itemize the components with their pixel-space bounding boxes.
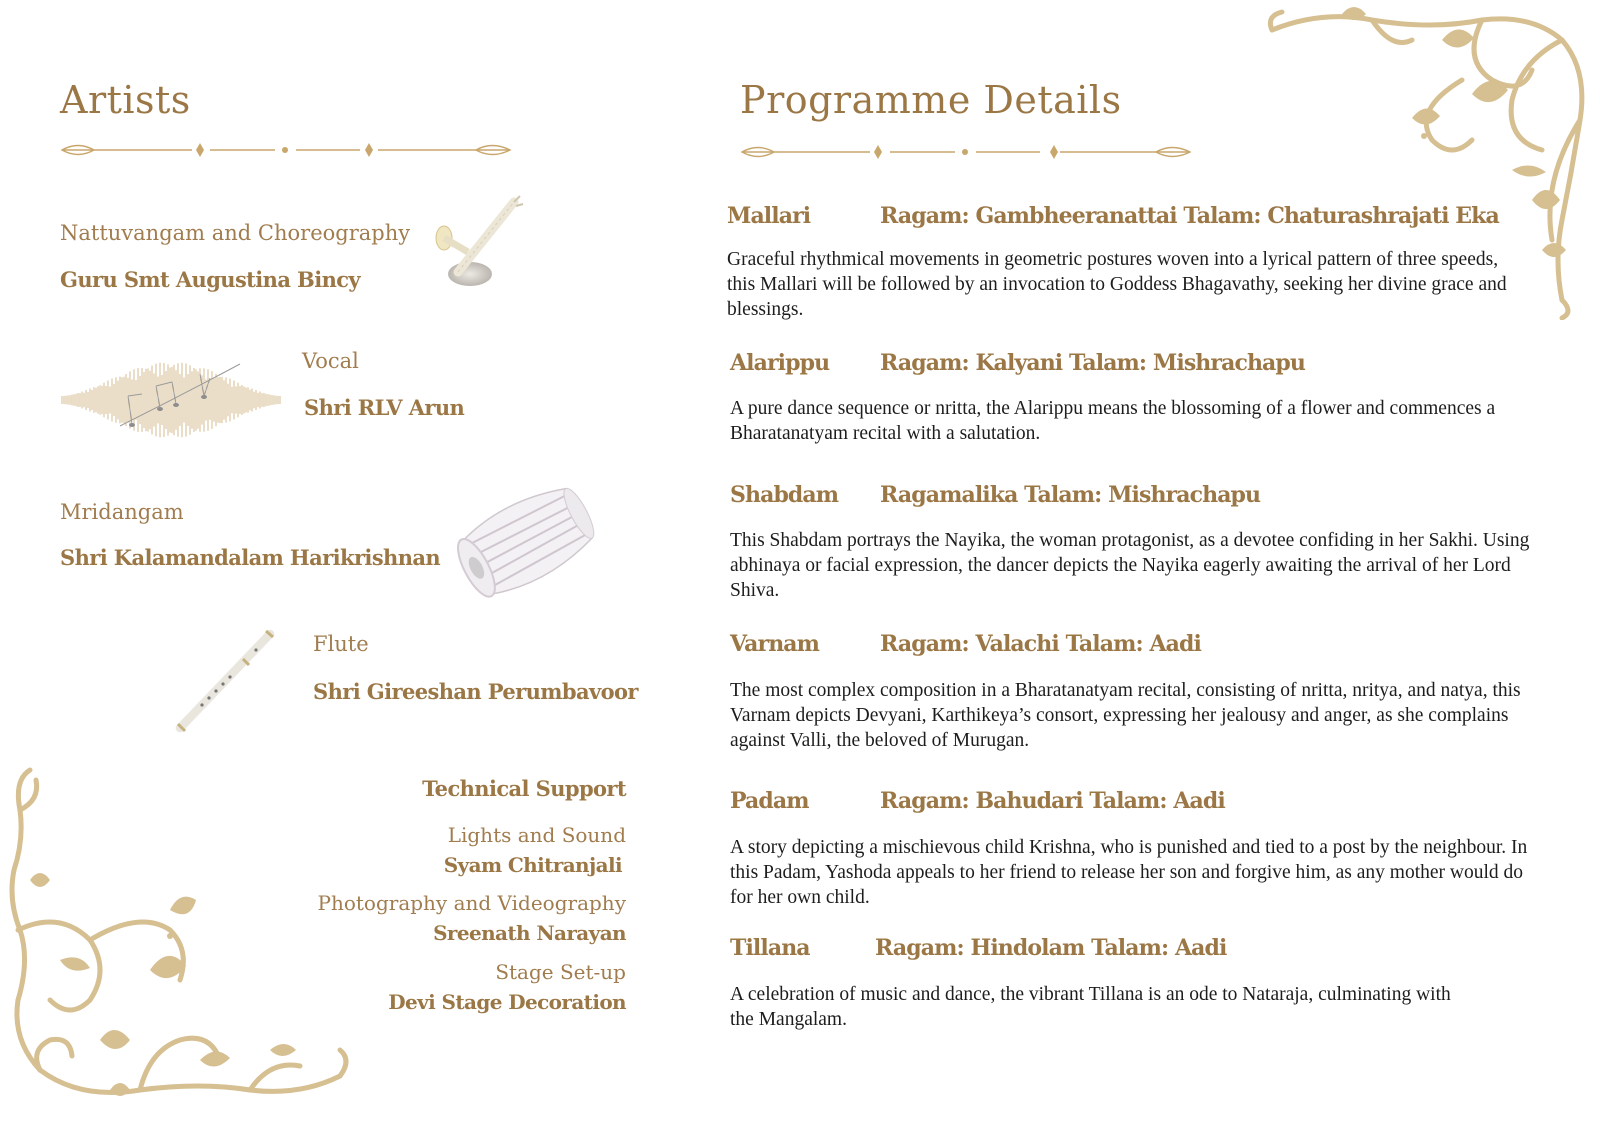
ornamental-divider-icon — [60, 140, 512, 160]
programme-item-meta: Ragam: Hindolam Talam: Aadi — [875, 935, 1227, 961]
tech-role-lights: Lights and Sound — [447, 823, 626, 847]
artists-heading: Artists — [60, 78, 191, 122]
programme-heading: Programme Details — [740, 78, 1122, 122]
tech-role-photography: Photography and Videography — [317, 891, 626, 915]
tech-role-stage: Stage Set-up — [495, 960, 626, 984]
programme-item-description: A celebration of music and dance, the vibrant Tillana is an ode to Nataraja, culminating with the Mangalam. — [730, 984, 1451, 1030]
artist-role-mridangam: Mridangam — [60, 500, 184, 524]
programme-item-description: A pure dance sequence or nritta, the Alarippu means the blossoming of a flower and commences a Bharatanatyam recital with a salutation. — [730, 398, 1496, 444]
programme-item-title: Mallari — [727, 203, 811, 229]
artist-role-vocal: Vocal — [302, 349, 359, 373]
technical-support-heading: Technical Support — [422, 776, 626, 801]
programme-item-title: Varnam — [730, 631, 820, 657]
programme-item-description: A story depicting a mischievous child Krishna, who is punished and tied to a post by the neighbour. In this Padam, Yashoda appeals to her friend to release her son and forgive him, as any mother would do for her own child. — [730, 837, 1528, 908]
artist-name-arun: Shri RLV Arun — [304, 395, 465, 420]
artist-role-nattuvangam: Nattuvangam and Choreography — [60, 221, 411, 245]
ornamental-divider-icon — [740, 142, 1192, 162]
programme-item-meta: Ragam: Kalyani Talam: Mishrachapu — [880, 350, 1305, 376]
floral-corner-ornament-icon — [1262, 0, 1600, 320]
programme-item-title: Alarippu — [730, 350, 830, 376]
programme-item-title: Shabdam — [730, 482, 839, 508]
artist-name-harikrishnan: Shri Kalamandalam Harikrishnan — [60, 545, 441, 570]
veena-icon — [428, 192, 528, 302]
programme-item-description: The most complex composition in a Bharatanatyam recital, consisting of nritta, nritya, and natya, this Varnam depicts Devyani, Karthikeya’s consort, expressing her jealousy and anger, as she complains against Valli, the beloved of Murugan. — [730, 680, 1521, 751]
programme-item-description: Graceful rhythmical movements in geometric postures woven into a lyrical pattern of three speeds, this Mallari will be followed by an invocation to Goddess Bhagavathy, seeking her divine grace and blessings. — [727, 249, 1507, 320]
mridangam-drum-icon — [440, 478, 610, 606]
floral-corner-ornament-icon — [0, 760, 360, 1120]
tech-name-devi: Devi Stage Decoration — [388, 990, 626, 1014]
programme-item-meta: Ragam: Valachi Talam: Aadi — [880, 631, 1201, 657]
tech-name-syam: Syam Chitranjali — [443, 853, 622, 877]
programme-item-title: Padam — [730, 788, 809, 814]
sound-wave-music-notes-icon — [60, 356, 290, 440]
programme-item-meta: Ragam: Gambheeranattai Talam: Chaturashrajati Eka — [880, 203, 1499, 229]
artist-name-gireeshan: Shri Gireeshan Perumbavoor — [313, 679, 638, 704]
programme-item-meta: Ragamalika Talam: Mishrachapu — [880, 482, 1261, 508]
tech-name-sreenath: Sreenath Narayan — [433, 921, 626, 945]
flute-icon — [170, 628, 280, 738]
programme-item-meta: Ragam: Bahudari Talam: Aadi — [880, 788, 1225, 814]
artist-name-bincy: Guru Smt Augustina Bincy — [60, 267, 361, 292]
programme-item-description: This Shabdam portrays the Nayika, the woman protagonist, as a devotee confiding in her Sakhi. Using abhinaya or facial expression, the dancer depicts the Nayika eagerly awaiting the arrival of her Lord Shiva. — [730, 530, 1530, 601]
programme-item-title: Tillana — [730, 935, 810, 961]
artist-role-flute: Flute — [313, 632, 369, 656]
